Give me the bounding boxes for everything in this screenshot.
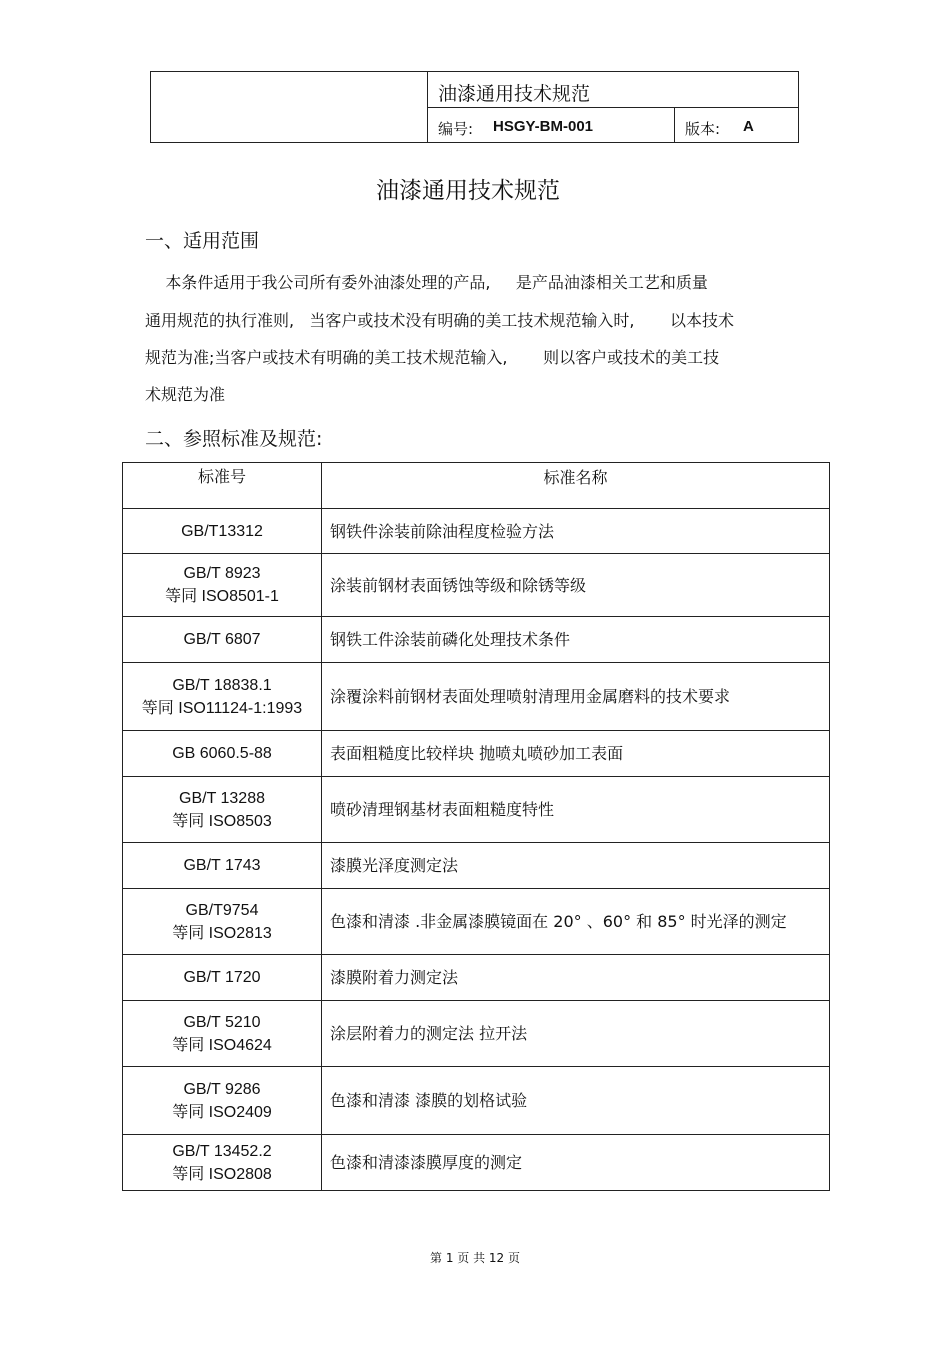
standard-name-cell: 色漆和清漆 漆膜的划格试验: [322, 1067, 830, 1135]
standard-code-cell: [123, 1067, 322, 1135]
standard-name-cell: 漆膜附着力测定法: [322, 955, 830, 1001]
standard-code-line: GB/T 13288: [179, 789, 265, 807]
header-code: HSGY-BM-001: [493, 118, 594, 135]
standard-code-line: GB/T 5210: [183, 1013, 261, 1031]
paragraph-line: 术规范为准: [145, 385, 226, 404]
standard-code-cell: [123, 1135, 322, 1191]
standard-name-cell: 钢铁件涂装前除油程度检验方法: [322, 509, 830, 554]
standard-code-cell: [123, 509, 322, 554]
standard-name-cell: 色漆和清漆漆膜厚度的测定: [322, 1135, 830, 1191]
table-row: [123, 617, 830, 663]
standard-code-line: GB/T 13452.2: [172, 1142, 272, 1160]
page-footer: 第 1 页 共 12 页: [430, 1251, 520, 1265]
paragraph-line: 本条件适用于我公司所有委外油漆处理的产品, 是产品油漆相关工艺和质量: [145, 273, 708, 292]
column-header-name: 标准名称: [322, 463, 830, 509]
table-row: [123, 1067, 830, 1135]
paragraph-line: 通用规范的执行准则, 当客户或技术没有明确的美工技术规范输入时, 以本技术: [145, 311, 735, 330]
standard-code-line: GB/T 9286: [183, 1080, 261, 1098]
table-header-row: [123, 463, 830, 509]
standard-code-cell: [123, 1001, 322, 1067]
standard-code-cell: [123, 777, 322, 843]
standard-code-line: 等同 ISO4624: [172, 1036, 272, 1054]
section1-heading: 一、适用范围: [145, 230, 260, 252]
standard-code-line: GB/T 1720: [183, 969, 261, 986]
standard-code-cell: [123, 663, 322, 731]
header-version: A: [743, 118, 754, 135]
standard-code-line: GB 6060.5-88: [172, 745, 272, 762]
standard-code-line: 等同 ISO8503: [172, 812, 272, 830]
standard-code-line: GB/T 8923: [183, 565, 261, 582]
standard-code-cell: [123, 554, 322, 617]
standard-code-line: 等同 ISO2808: [172, 1165, 272, 1183]
document-header-box: [150, 71, 799, 143]
standard-code-cell: [123, 731, 322, 777]
standard-code-line: GB/T13312: [181, 522, 263, 540]
header-title: 油漆通用技术规范: [438, 83, 591, 105]
standard-code-cell: [123, 889, 322, 955]
standard-code-line: 等同 ISO2813: [172, 924, 272, 942]
standard-name-cell: 表面粗糙度比较样块 抛喷丸喷砂加工表面: [322, 731, 830, 777]
table-row: [123, 663, 830, 731]
table-row: [123, 731, 830, 777]
standard-code-line: GB/T9754: [185, 901, 259, 919]
standard-code-cell: [123, 617, 322, 663]
standard-name-cell: 钢铁工件涂装前磷化处理技术条件: [322, 617, 830, 663]
table-row: [123, 889, 830, 955]
column-header-code: 标准号: [123, 463, 322, 509]
header-version-label: 版本:: [685, 120, 721, 138]
table-row: [123, 1001, 830, 1067]
standard-name-cell: 喷砂清理钢基材表面粗糙度特性: [322, 777, 830, 843]
standard-code-line: 等同 ISO8501-1: [165, 588, 279, 605]
standard-name-cell: 涂覆涂料前钢材表面处理喷射清理用金属磨料的技术要求: [322, 663, 830, 731]
standard-code-line: GB/T 6807: [183, 631, 261, 648]
paragraph-line: 规范为准;当客户或技术有明确的美工技术规范输入, 则以客户或技术的美工技: [145, 348, 720, 367]
table-row: [123, 554, 830, 617]
standards-table: [122, 462, 830, 1191]
table-row: [123, 1135, 830, 1191]
table-row: [123, 843, 830, 889]
standard-code-cell: [123, 955, 322, 1001]
standard-name-cell: 涂装前钢材表面锈蚀等级和除锈等级: [322, 554, 830, 617]
table-row: [123, 509, 830, 554]
header-divider: [427, 107, 798, 108]
section2-heading: 二、参照标准及规范:: [145, 428, 323, 450]
header-code-label: 编号:: [438, 120, 474, 138]
standard-name-cell: 涂层附着力的测定法 拉开法: [322, 1001, 830, 1067]
table-row: [123, 955, 830, 1001]
page-title: 油漆通用技术规范: [376, 178, 560, 204]
table-row: [123, 777, 830, 843]
standard-code-line: 等同 ISO2409: [172, 1103, 272, 1121]
standard-name-cell: 漆膜光泽度测定法: [322, 843, 830, 889]
header-divider: [674, 107, 675, 142]
standard-name-cell: 色漆和清漆 .非金属漆膜镜面在 20° 、60° 和 85° 时光泽的测定: [322, 889, 830, 955]
standard-code-line: 等同 ISO11124-1:1993: [141, 699, 303, 717]
standard-code-line: GB/T 18838.1: [172, 676, 272, 694]
standard-code-cell: [123, 843, 322, 889]
standard-code-line: GB/T 1743: [183, 857, 261, 874]
